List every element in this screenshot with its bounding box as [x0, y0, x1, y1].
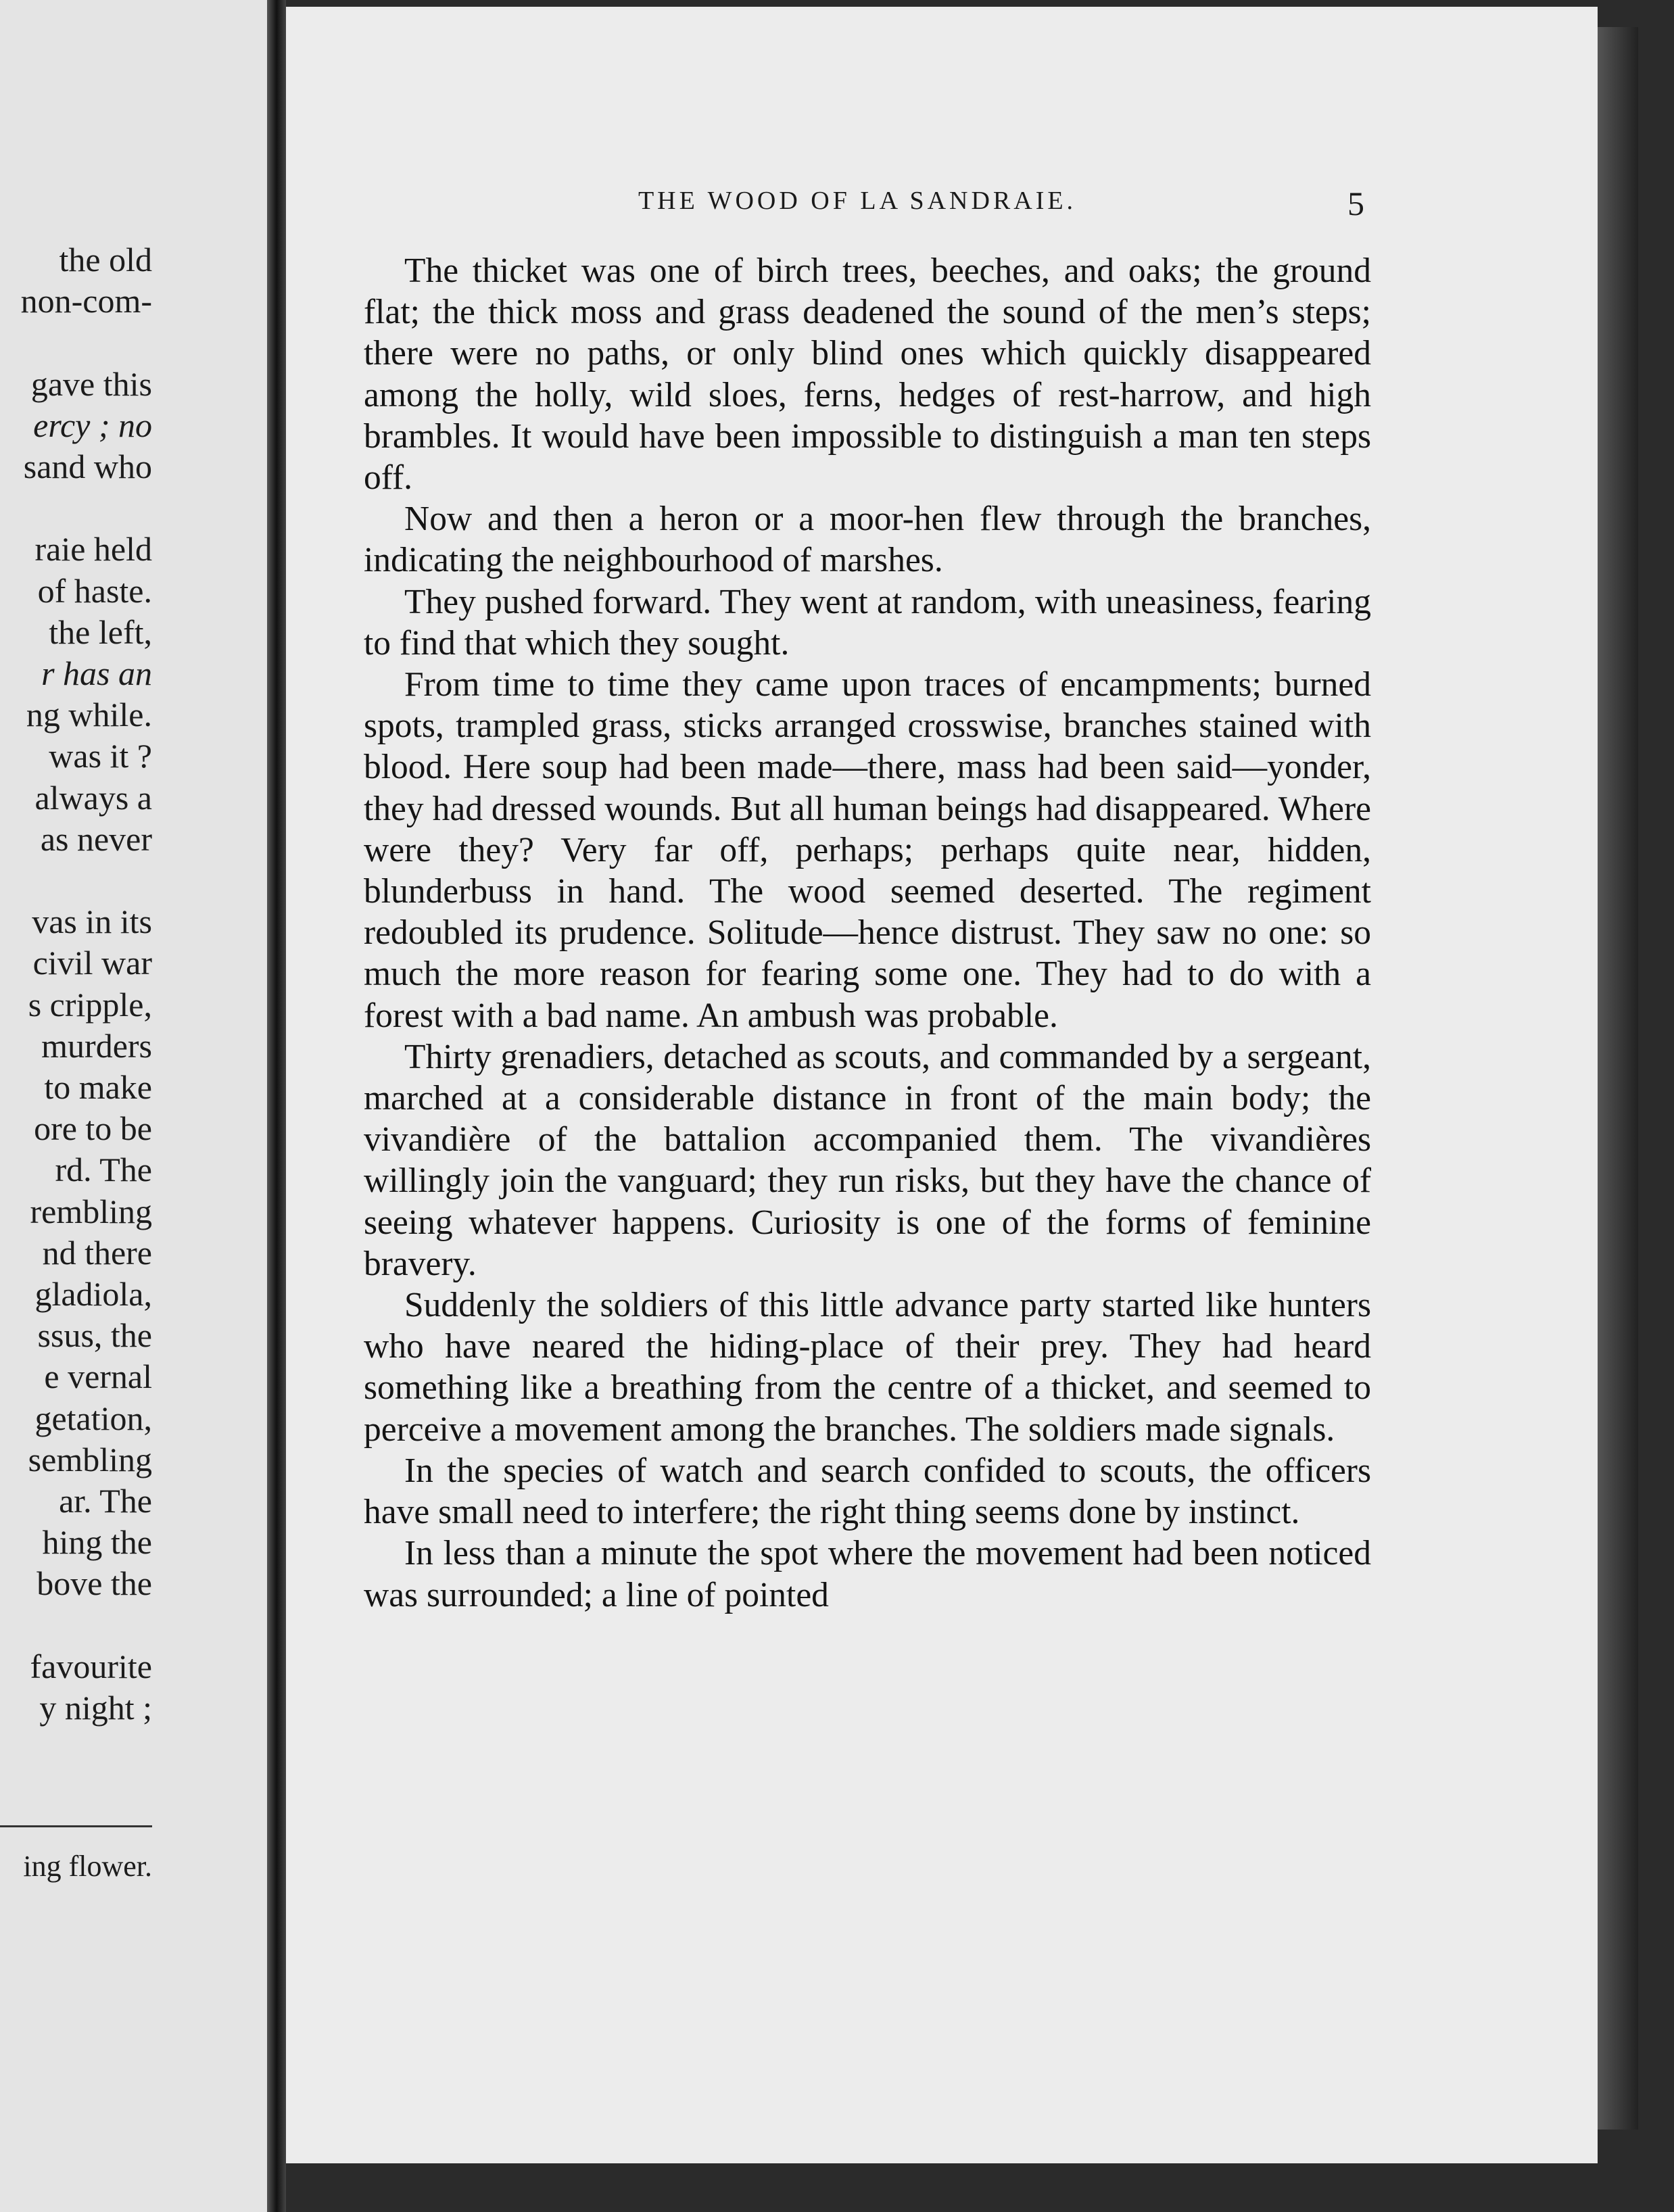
left-page-line-fragment: of haste.	[37, 571, 152, 610]
left-page-line-fragment: ssus, the	[37, 1316, 152, 1355]
left-page-line-fragment: murders	[41, 1026, 152, 1065]
left-page-line-fragment: sand who	[23, 448, 152, 485]
left-page-line-fragment: sembling	[28, 1440, 152, 1478]
left-page-line-fragment: the left,	[49, 612, 152, 651]
left-page-line-fragment: ore to be	[34, 1109, 152, 1148]
left-page-line-fragment: e vernal	[44, 1357, 152, 1396]
paragraph: Suddenly the soldiers of this little advance party started like hunters who have neared the hiding-place of their prey. They had heard something like a breathing from the centre of a thicket, and seemed to perceive a movement among the branches. The soldiers made signals.	[364, 1286, 1371, 1449]
paragraph: They pushed forward. They went at random, with uneasiness, fearing to find that which they sought.	[364, 582, 1371, 663]
left-page-line-fragment: the old	[59, 241, 152, 279]
page-number: 5	[1347, 185, 1364, 222]
left-page-line-fragment: always a	[34, 778, 152, 817]
left-page-line-fragment: getation,	[34, 1399, 152, 1437]
left-page-line-fragment: civil war	[32, 944, 152, 982]
left-page-line-fragment: rd. The	[55, 1151, 152, 1189]
left-page-line-fragment: gladiola,	[34, 1275, 152, 1313]
left-page-line-fragment: favourite	[30, 1647, 152, 1685]
running-head: THE WOOD OF LA SANDRAIE.	[638, 187, 1077, 215]
left-page-line-fragment: rembling	[30, 1192, 152, 1230]
body-text	[364, 250, 1371, 1616]
paragraph: The thicket was one of birch trees, beeches, and oaks; the ground flat; the thick moss and grass deadened the sound of the men’s steps; there were no paths, or only blind ones which quickly disappeared among the holly, wild sloes, ferns, hedges of rest-harrow, and high brambles. It would have been impossible to distinguish a man ten steps off.	[364, 251, 1371, 498]
left-page-line-fragment: s cripple,	[28, 985, 152, 1024]
left-page-line-fragment: as never	[40, 819, 152, 858]
left-page-line-fragment: was it ?	[49, 737, 152, 775]
left-page-footnote-fragment: ing flower.	[23, 1850, 152, 1883]
left-page-line-fragment: ercy ; no	[33, 406, 152, 444]
left-page-line-fragment: y night ;	[39, 1689, 152, 1727]
left-page-line-fragment: non-com-	[20, 282, 152, 320]
right-page	[286, 7, 1598, 2163]
paragraph: In the species of watch and search confided to scouts, the officers have small need to interfere; the right thing seems done by instinct.	[364, 1451, 1371, 1532]
page-edge	[1598, 27, 1638, 2130]
left-page-line-fragment: vas in its	[32, 903, 152, 941]
left-facing-page	[0, 0, 267, 2212]
left-page-line-fragment: r has an	[41, 654, 152, 692]
left-page-line-fragment: ar. The	[59, 1482, 152, 1520]
book-gutter	[267, 0, 286, 2212]
left-page-line-fragment: nd there	[42, 1233, 152, 1272]
left-page-line-fragment: hing the	[42, 1523, 152, 1562]
left-page-line-fragment: raie held	[34, 530, 152, 569]
left-page-line-fragment: ng while.	[26, 696, 152, 734]
paragraph: Now and then a heron or a moor-hen flew through the branches, indicating the neighbourhood of marshes.	[364, 500, 1371, 580]
paragraph: Thirty grenadiers, detached as scouts, and commanded by a sergeant, marched at a considerable distance in front of the main body; the vivandière of the battalion accompanied them. The vivandières willingly join the vanguard; they run risks, but they have the chance of seeing whatever happens. Curiosity is one of the forms of feminine bravery.	[364, 1037, 1371, 1283]
left-page-line-fragment: to make	[44, 1068, 152, 1106]
footnote-rule	[0, 1825, 152, 1827]
left-page-line-fragment: bove the	[37, 1564, 152, 1603]
paragraph: In less than a minute the spot where the movement had been noticed was surrounded; a line of pointed	[364, 1534, 1371, 1614]
paragraph: From time to time they came upon traces of encampments; burned spots, trampled grass, sticks arranged crosswise, branches stained with blood. Here soup had been made—there, mass had been said—yonder, they had dressed wounds. But all human beings had disappeared. Where were they? Very far off, perhaps; perhaps quite near, hidden, blunderbuss in hand. The wood seemed deserted. The regiment redoubled its prudence. Solitude—hence distrust. They saw no one: so much the more reason for fearing some one. They had to do with a forest with a bad name. An ambush was probable.	[364, 665, 1371, 1035]
left-page-line-fragment: gave this	[30, 364, 152, 403]
